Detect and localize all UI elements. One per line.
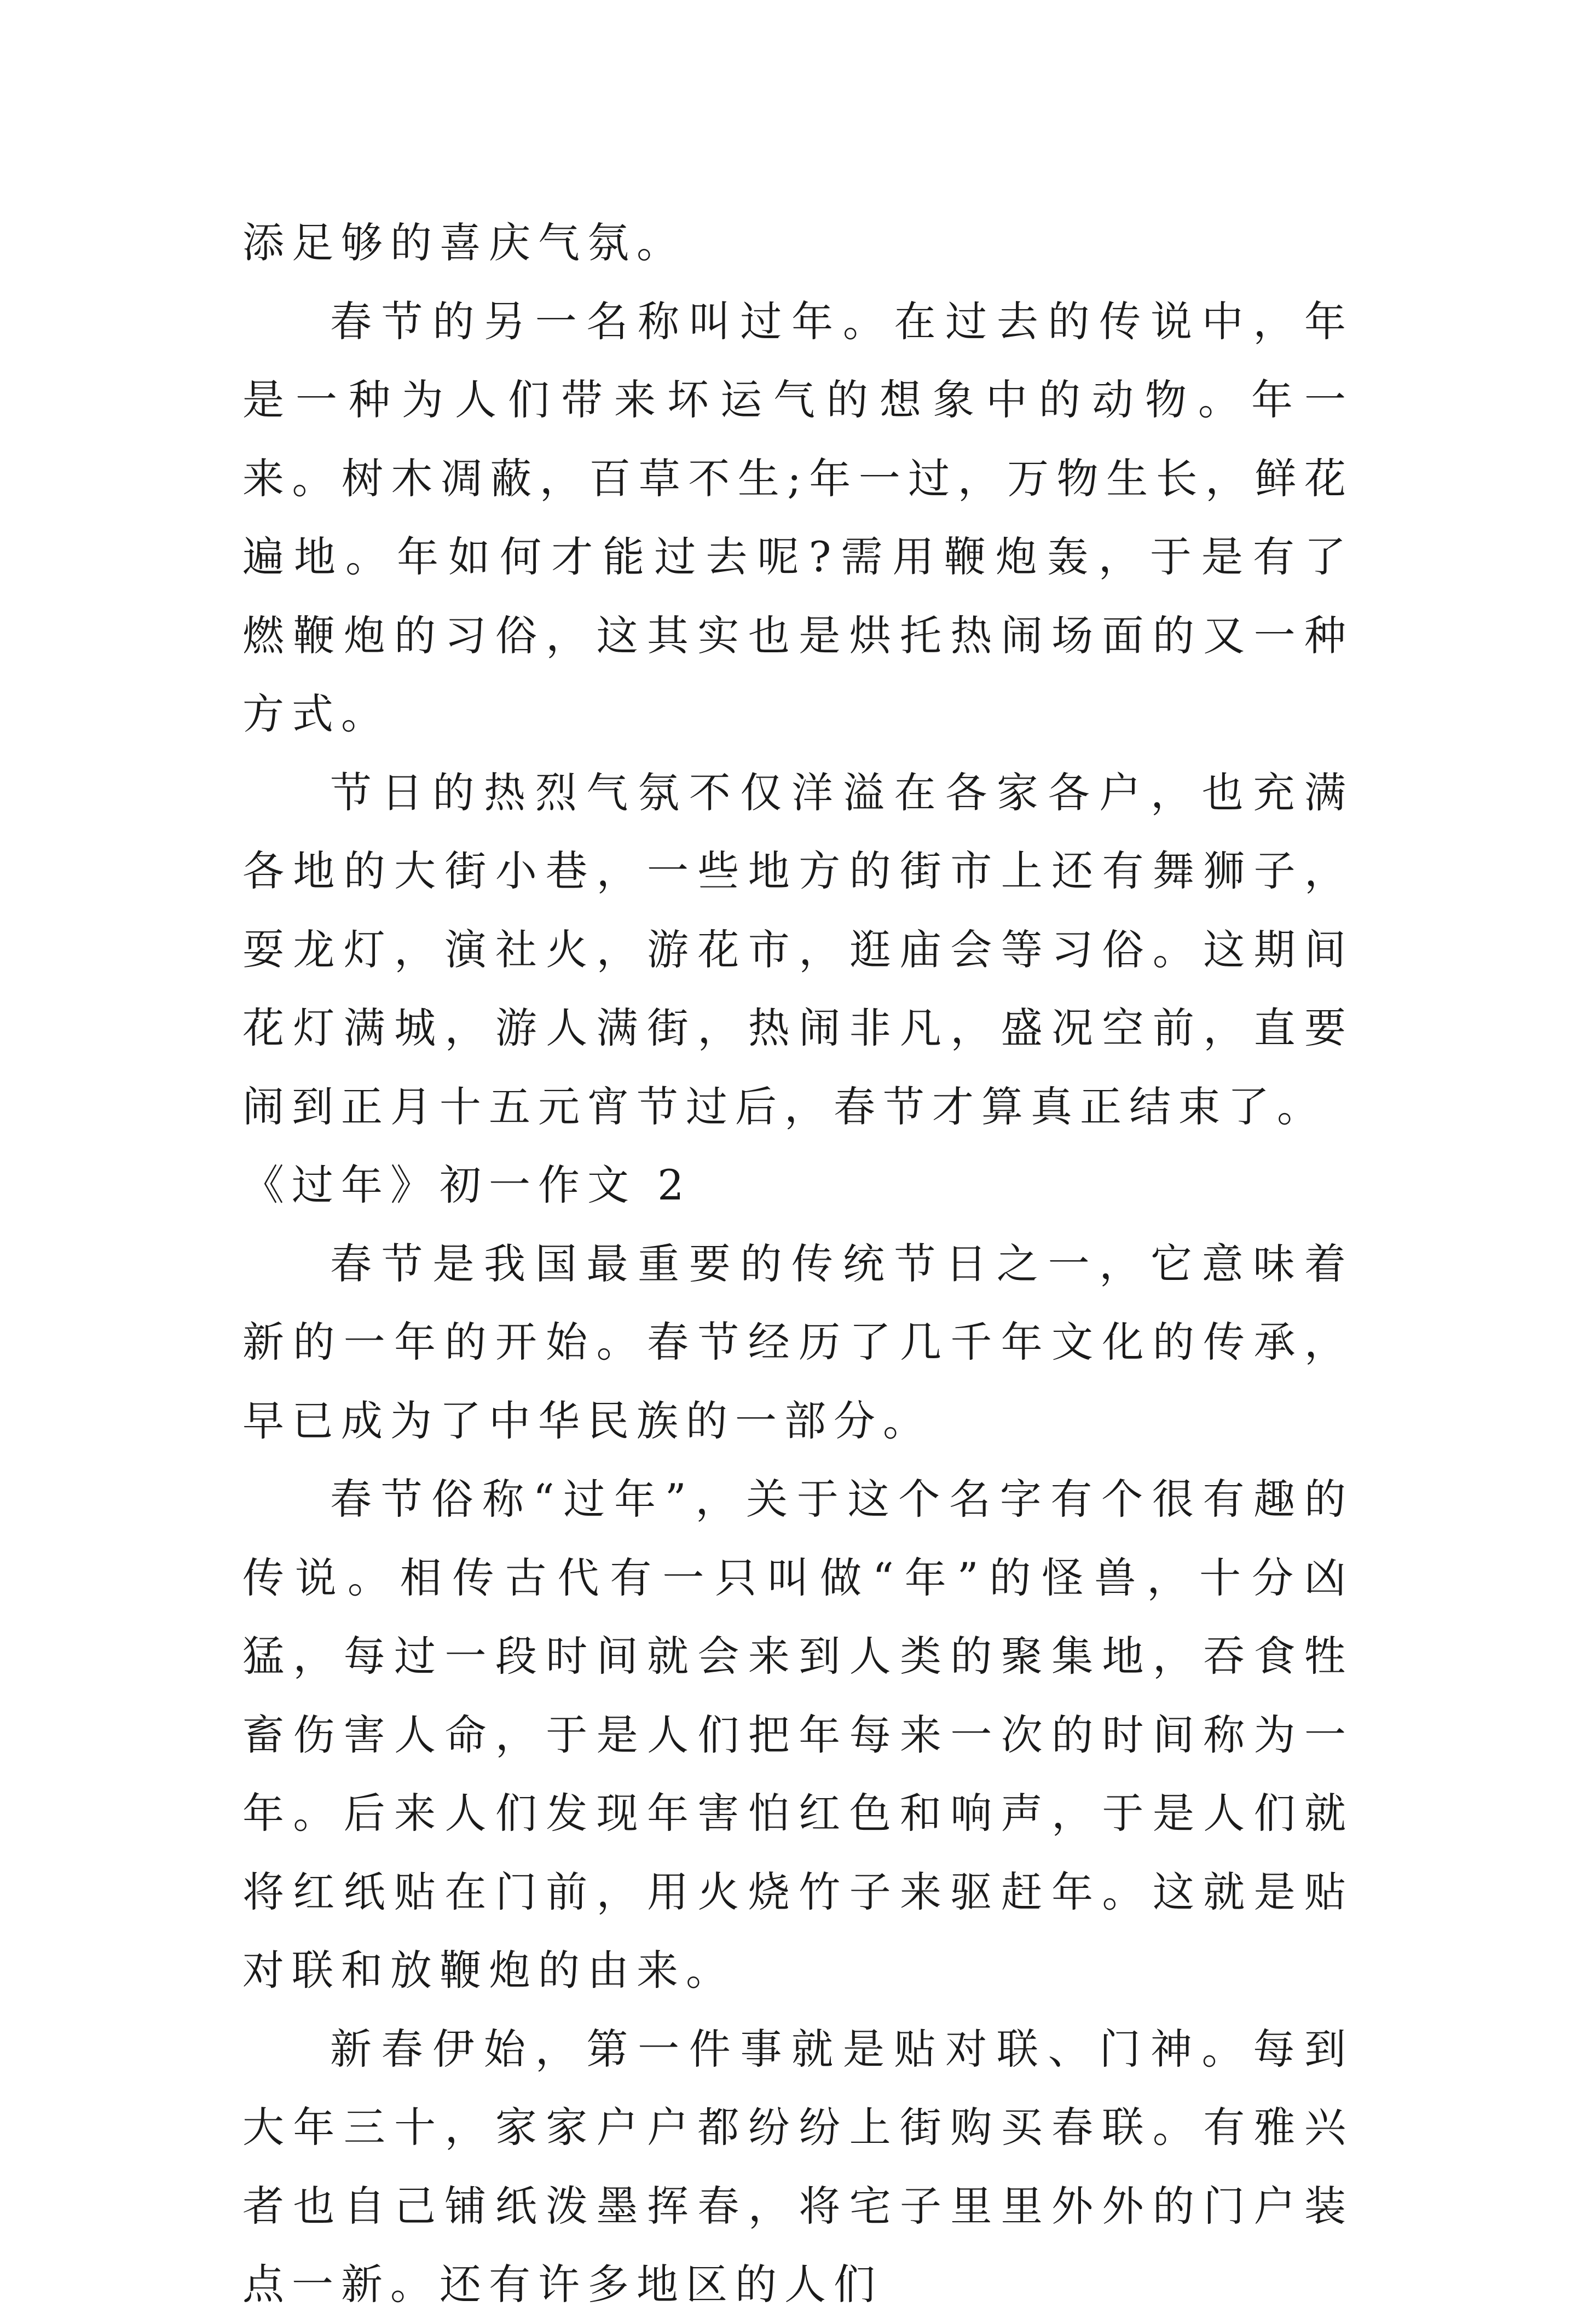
body-paragraph-nian-beast: 春节俗称“过年”，关于这个名字有个很有趣的传说。相传古代有一只叫做“年”的怪兽，十分凶猛，每过一段时间就会来到人类的聚集地，吞食牲畜伤害人命，于是人们把年每来一次的时间称为一年。后来人们发现年害怕红色和响声，于是人们就将红纸贴在门前，用火烧竹子来驱赶年。这就是贴对联和放鞭炮的由来。 [242,1475,1354,1995]
body-paragraph-guonian-legend: 春节的另一名称叫过年。在过去的传说中，年是一种为人们带来坏运气的想象中的动物。年一来。树木凋蔽，百草不生;年一过，万物生长，鲜花遍地。年如何才能过去呢?需用鞭炮轰，于是有了燃鞭炮的习俗，这其实也是烘托热闹场面的又一种方式。 [242,297,1354,738]
body-paragraph-festive-streets: 节日的热烈气氛不仅洋溢在各家各户，也充满各地的大街小巷，一些地方的街市上还有舞狮子，耍龙灯，演社火，游花市，逛庙会等习俗。这期间花灯满城，游人满街，热闹非凡，盛况空前，直要闹到正月十五元宵节过后，春节才算真正结束了。 [242,768,1354,1131]
body-paragraph-couplets: 新春伊始，第一件事就是贴对联、门神。每到大年三十，家家户户都纷纷上街购买春联。有雅兴者也自己铺纸泼墨挥春，将宅子里里外外的门户装点一新。还有许多地区的人们 [242,2024,1354,2309]
body-paragraph-spring-festival-intro: 春节是我国最重要的传统节日之一，它意味着新的一年的开始。春节经历了几千年文化的传承，早已成为了中华民族的一部分。 [242,1239,1354,1445]
essay-title: 《过年》初一作文 2 [242,1161,692,1209]
document-body [242,204,1354,2324]
continuation-paragraph: 添足够的喜庆气氛。 [242,218,686,267]
